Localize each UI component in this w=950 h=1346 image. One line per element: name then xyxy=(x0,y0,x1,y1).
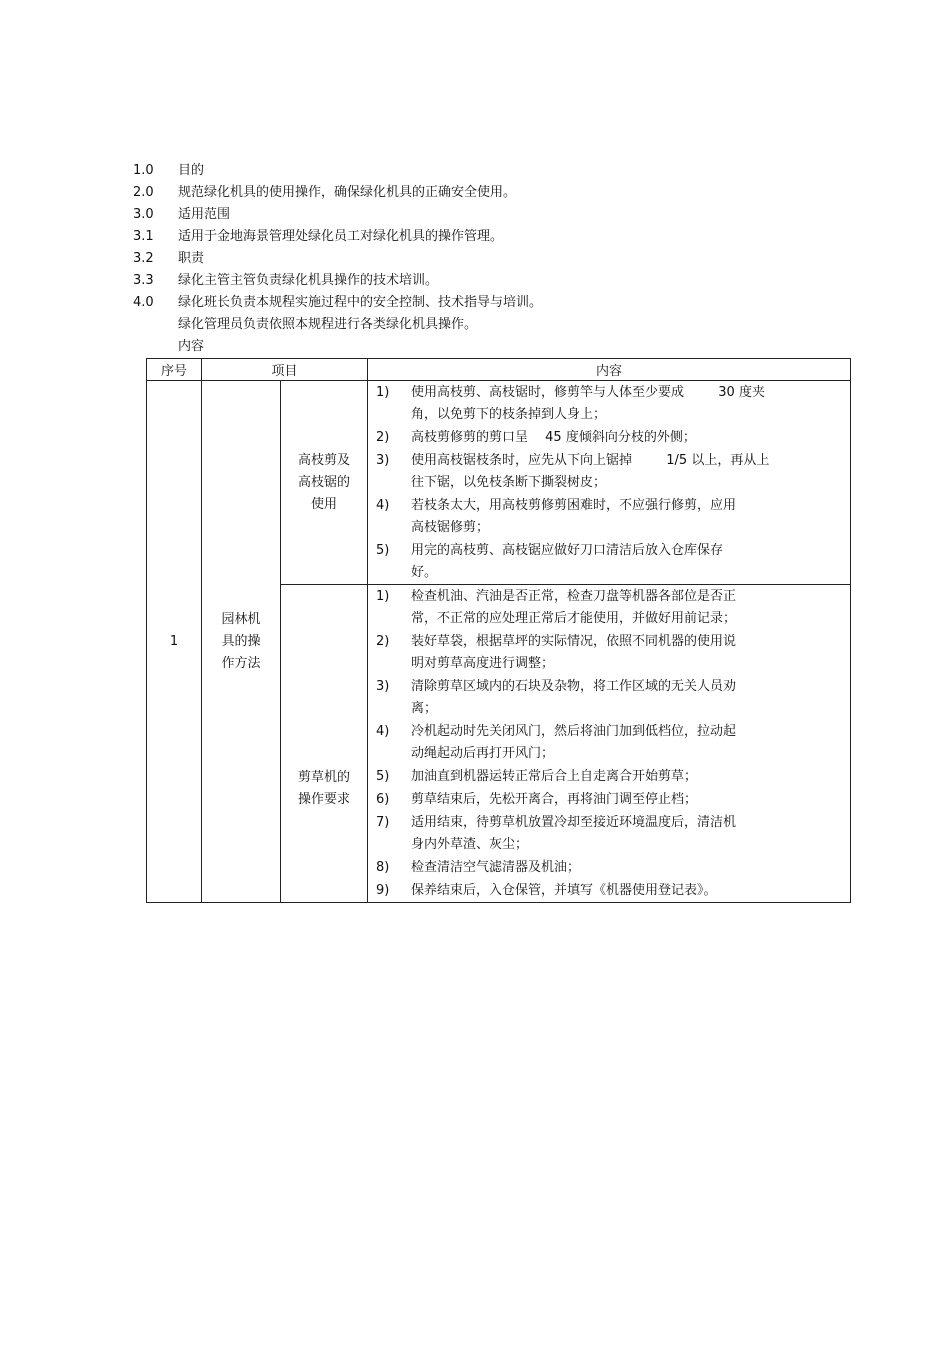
list-item xyxy=(368,856,850,879)
item-number: 7) xyxy=(376,815,390,830)
item-line: 保养结束后，入仓保管，并填写《机器使用登记表》。 xyxy=(411,883,717,898)
outline-text: 职责 xyxy=(178,251,205,266)
outline-text: 规范绿化机具的使用操作，确保绿化机具的正确安全使用。 xyxy=(178,185,517,200)
outline-number: 3.2 xyxy=(133,251,154,266)
table-header-row xyxy=(147,359,851,381)
outline-text: 绿化班长负责本规程实施过程中的安全控制、技术指导与培训。 xyxy=(178,295,543,310)
item-line: 加油直到机器运转正常后合上自走离合开始剪草； xyxy=(411,769,698,784)
outline-number: 4.0 xyxy=(133,295,154,310)
item-line: 装好草袋，根据草坪的实际情况，依照不同机器的使用说 xyxy=(411,634,737,649)
item-line: 常，不正常的应处理正常后才能使用，并做好用前记录； xyxy=(411,611,737,626)
section-title-line: 高枝锯的 xyxy=(298,474,351,490)
outline-number: 3.3 xyxy=(133,273,154,288)
item-number: 8) xyxy=(376,860,390,875)
item-line: 剪草结束后，先松开离合，再将油门调至停止档； xyxy=(411,792,698,807)
section-title-line: 剪草机的 xyxy=(298,769,351,785)
section-title-cell xyxy=(281,381,368,585)
item-number: 1) xyxy=(376,385,390,400)
item-number: 6) xyxy=(376,792,390,807)
list-item xyxy=(368,426,850,449)
item-line: 清除剪草区域内的石块及杂物，将工作区域的无关人员劝 xyxy=(411,679,737,694)
outline-number: 3.0 xyxy=(133,207,154,222)
item-line: 若枝条太大，用高枝剪修剪困难时，不应强行修剪，应用 xyxy=(411,498,737,513)
header-seq: 序号 xyxy=(147,359,202,381)
item-line: 往下锯，以免枝条断下撕裂树皮； xyxy=(411,475,607,490)
outline-number: 2.0 xyxy=(133,185,154,200)
seq-cell: 1 xyxy=(147,381,202,903)
item-line: 使用高枝锯枝条时，应先从下向上锯掉 1/5 以上，再从上 xyxy=(411,453,770,468)
item-line: 高枝剪修剪的剪口呈 45 度倾斜向分枝的外侧； xyxy=(411,430,696,445)
section-title-line: 操作要求 xyxy=(298,791,351,807)
item-number: 5) xyxy=(376,769,390,784)
item-number: 3) xyxy=(376,679,390,694)
outline-text: 适用于金地海景管理处绿化员工对绿化机具的操作管理。 xyxy=(178,229,504,244)
category-cell xyxy=(202,381,281,903)
list-item xyxy=(368,381,850,426)
outline-row xyxy=(133,314,833,336)
section-items-cell xyxy=(368,585,851,903)
item-line: 离； xyxy=(411,701,438,716)
section-items-cell xyxy=(368,381,851,585)
outline-text: 适用范围 xyxy=(178,207,231,222)
outline-row xyxy=(133,182,833,204)
item-line: 明对剪草高度进行调整； xyxy=(411,656,555,671)
outline-row xyxy=(133,292,833,314)
item-number: 3) xyxy=(376,453,390,468)
section-title-line: 使用 xyxy=(311,496,338,512)
item-line: 用完的高枝剪、高枝锯应做好刀口清洁后放入仓库保存 xyxy=(411,543,724,558)
outline-text: 目的 xyxy=(178,163,205,178)
outline-row xyxy=(133,204,833,226)
item-line: 使用高枝剪、高枝锯时，修剪竿与人体至少要成 30 度夹 xyxy=(411,385,765,400)
list-item xyxy=(368,788,850,811)
list-item xyxy=(368,630,850,675)
list-item xyxy=(368,675,850,720)
list-item xyxy=(368,539,850,584)
section-title-cell xyxy=(281,585,368,903)
list-item xyxy=(368,720,850,765)
header-item: 项目 xyxy=(202,359,368,381)
outline-text: 绿化主管主管负责绿化机具操作的技术培训。 xyxy=(178,273,439,288)
outline-number: 1.0 xyxy=(133,163,154,178)
procedure-table xyxy=(146,358,851,903)
header-content: 内容 xyxy=(368,359,851,381)
outline-number: 3.1 xyxy=(133,229,154,244)
item-line: 检查清洁空气滤清器及机油； xyxy=(411,860,581,875)
outline-row xyxy=(133,336,833,358)
item-line: 适用结束，待剪草机放置冷却至接近环境温度后，清洁机 xyxy=(411,815,737,830)
item-number: 2) xyxy=(376,634,390,649)
item-line: 检查机油、汽油是否正常，检查刀盘等机器各部位是否正 xyxy=(411,589,737,604)
item-number: 9) xyxy=(376,883,390,898)
item-line: 动绳起动后再打开风门； xyxy=(411,746,555,761)
category-line: 作方法 xyxy=(221,655,261,671)
outline-row xyxy=(133,270,833,292)
item-number: 5) xyxy=(376,543,390,558)
document-outline xyxy=(133,160,833,358)
item-line: 角，以免剪下的枝条掉到人身上； xyxy=(411,407,607,422)
outline-row xyxy=(133,226,833,248)
item-line: 冷机起动时先关闭风门，然后将油门加到低档位，拉动起 xyxy=(411,724,737,739)
outline-row xyxy=(133,160,833,182)
section-title-line: 高枝剪及 xyxy=(298,452,351,468)
item-number: 2) xyxy=(376,430,390,445)
list-item xyxy=(368,449,850,494)
item-number: 1) xyxy=(376,589,390,604)
outline-text: 内容 xyxy=(178,339,205,354)
item-line: 好。 xyxy=(411,565,438,580)
table-row xyxy=(147,381,851,585)
outline-text: 绿化管理员负责依照本规程进行各类绿化机具操作。 xyxy=(178,317,478,332)
item-line: 高枝锯修剪； xyxy=(411,520,490,535)
list-item xyxy=(368,585,850,630)
item-line: 身内外草渣、灰尘； xyxy=(411,837,529,852)
list-item xyxy=(368,765,850,788)
item-number: 4) xyxy=(376,498,390,513)
category-line: 园林机 xyxy=(221,611,261,627)
list-item xyxy=(368,811,850,856)
outline-row xyxy=(133,248,833,270)
item-number: 4) xyxy=(376,724,390,739)
list-item xyxy=(368,879,850,902)
list-item xyxy=(368,494,850,539)
category-line: 具的操 xyxy=(221,633,261,649)
